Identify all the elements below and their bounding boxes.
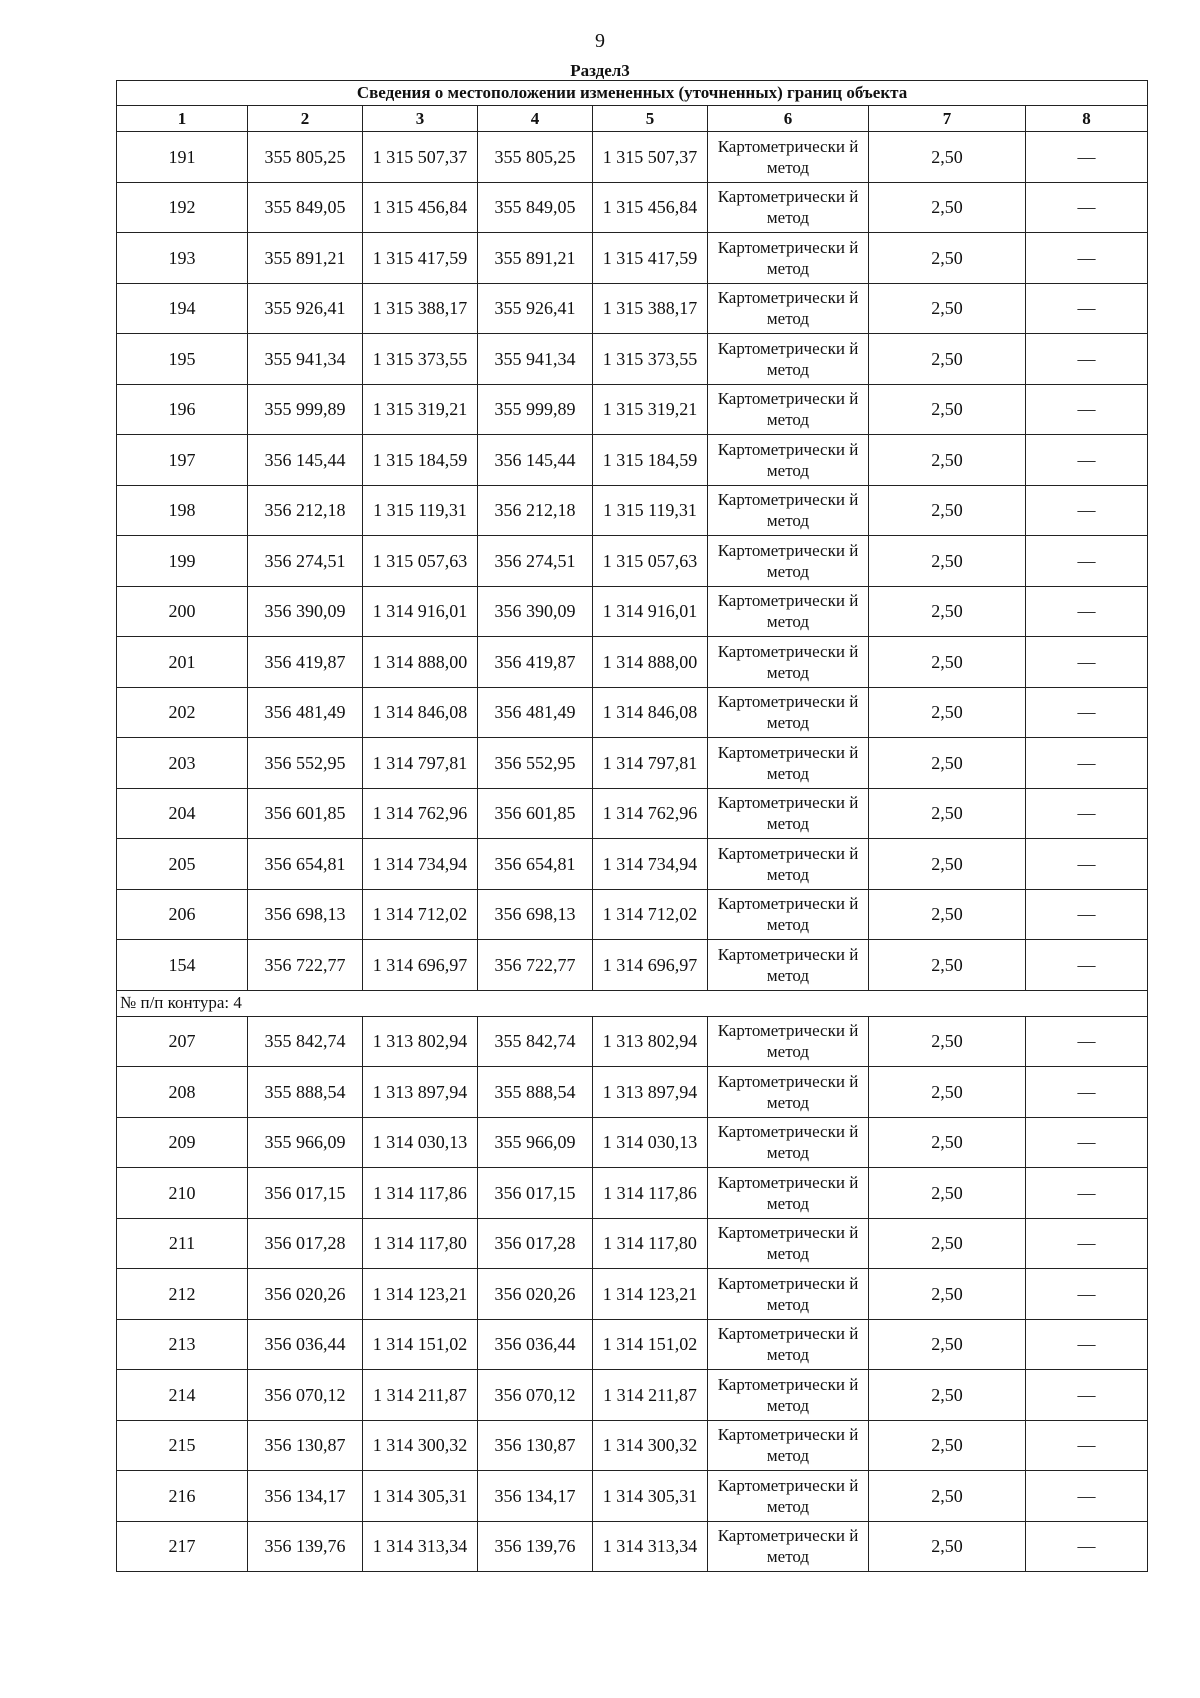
method-cell: Картометрически й метод: [708, 1269, 869, 1320]
accuracy-cell: 2,50: [869, 788, 1026, 839]
method-cell: Картометрически й метод: [708, 384, 869, 435]
table-row: [117, 839, 1148, 890]
x-existing-cell: 356 601,85: [248, 788, 363, 839]
y-existing-cell: 1 314 117,80: [363, 1218, 478, 1269]
y-existing-cell: 1 315 507,37: [363, 132, 478, 183]
x-existing-cell: 356 552,95: [248, 738, 363, 789]
description-cell: —: [1026, 485, 1148, 536]
table-row: [117, 637, 1148, 688]
method-cell: Картометрически й метод: [708, 1067, 869, 1118]
x-existing-cell: 356 722,77: [248, 940, 363, 991]
description-cell: —: [1026, 334, 1148, 385]
x-new-cell: 356 020,26: [478, 1269, 593, 1320]
x-existing-cell: 356 020,26: [248, 1269, 363, 1320]
method-cell: Картометрически й метод: [708, 1218, 869, 1269]
method-cell: Картометрически й метод: [708, 1420, 869, 1471]
description-cell: —: [1026, 1521, 1148, 1572]
y-existing-cell: 1 315 319,21: [363, 384, 478, 435]
column-number: 8: [1026, 106, 1148, 132]
accuracy-cell: 2,50: [869, 1067, 1026, 1118]
x-existing-cell: 356 145,44: [248, 435, 363, 486]
y-existing-cell: 1 313 897,94: [363, 1067, 478, 1118]
y-new-cell: 1 314 117,86: [593, 1168, 708, 1219]
method-cell: Картометрически й метод: [708, 586, 869, 637]
y-existing-cell: 1 314 762,96: [363, 788, 478, 839]
y-existing-cell: 1 314 916,01: [363, 586, 478, 637]
point-number-cell: 216: [117, 1471, 248, 1522]
column-number: 3: [363, 106, 478, 132]
method-cell: Картометрически й метод: [708, 738, 869, 789]
y-existing-cell: 1 314 211,87: [363, 1370, 478, 1421]
x-existing-cell: 356 130,87: [248, 1420, 363, 1471]
accuracy-cell: 2,50: [869, 1269, 1026, 1320]
y-new-cell: 1 315 057,63: [593, 536, 708, 587]
x-existing-cell: 355 999,89: [248, 384, 363, 435]
point-number-cell: 199: [117, 536, 248, 587]
x-existing-cell: 356 698,13: [248, 889, 363, 940]
method-cell: Картометрически й метод: [708, 1168, 869, 1219]
x-new-cell: 356 419,87: [478, 637, 593, 688]
x-existing-cell: 356 654,81: [248, 839, 363, 890]
point-number-cell: 194: [117, 283, 248, 334]
y-existing-cell: 1 314 846,08: [363, 687, 478, 738]
method-cell: Картометрически й метод: [708, 1471, 869, 1522]
method-cell: Картометрически й метод: [708, 334, 869, 385]
y-existing-cell: 1 315 373,55: [363, 334, 478, 385]
x-existing-cell: 356 017,28: [248, 1218, 363, 1269]
x-new-cell: 355 891,21: [478, 233, 593, 284]
table-row: [117, 1168, 1148, 1219]
description-cell: —: [1026, 283, 1148, 334]
table-row: [117, 1420, 1148, 1471]
accuracy-cell: 2,50: [869, 1218, 1026, 1269]
accuracy-cell: 2,50: [869, 839, 1026, 890]
point-number-cell: 196: [117, 384, 248, 435]
table-row: [117, 536, 1148, 587]
y-new-cell: 1 315 456,84: [593, 182, 708, 233]
y-new-cell: 1 313 802,94: [593, 1016, 708, 1067]
description-cell: —: [1026, 738, 1148, 789]
point-number-cell: 203: [117, 738, 248, 789]
y-new-cell: 1 315 119,31: [593, 485, 708, 536]
description-cell: —: [1026, 637, 1148, 688]
method-cell: Картометрически й метод: [708, 940, 869, 991]
x-new-cell: 355 966,09: [478, 1117, 593, 1168]
description-cell: —: [1026, 435, 1148, 486]
point-number-cell: 213: [117, 1319, 248, 1370]
y-existing-cell: 1 314 313,34: [363, 1521, 478, 1572]
x-existing-cell: 355 842,74: [248, 1016, 363, 1067]
y-existing-cell: 1 315 388,17: [363, 283, 478, 334]
accuracy-cell: 2,50: [869, 1016, 1026, 1067]
y-new-cell: 1 315 417,59: [593, 233, 708, 284]
point-number-cell: 209: [117, 1117, 248, 1168]
table-row: [117, 435, 1148, 486]
y-existing-cell: 1 315 417,59: [363, 233, 478, 284]
description-cell: —: [1026, 1067, 1148, 1118]
description-cell: —: [1026, 1117, 1148, 1168]
description-cell: —: [1026, 384, 1148, 435]
accuracy-cell: 2,50: [869, 132, 1026, 183]
y-existing-cell: 1 315 119,31: [363, 485, 478, 536]
y-new-cell: 1 315 373,55: [593, 334, 708, 385]
point-number-cell: 205: [117, 839, 248, 890]
column-number-row: [117, 106, 1148, 132]
table-row: [117, 687, 1148, 738]
x-existing-cell: 355 941,34: [248, 334, 363, 385]
description-cell: —: [1026, 687, 1148, 738]
accuracy-cell: 2,50: [869, 1521, 1026, 1572]
y-new-cell: 1 314 305,31: [593, 1471, 708, 1522]
x-new-cell: 356 070,12: [478, 1370, 593, 1421]
x-new-cell: 356 722,77: [478, 940, 593, 991]
y-new-cell: 1 314 313,34: [593, 1521, 708, 1572]
x-new-cell: 356 212,18: [478, 485, 593, 536]
x-existing-cell: 355 891,21: [248, 233, 363, 284]
point-number-cell: 200: [117, 586, 248, 637]
x-new-cell: 355 926,41: [478, 283, 593, 334]
description-cell: —: [1026, 1420, 1148, 1471]
description-cell: —: [1026, 889, 1148, 940]
table-row: [117, 334, 1148, 385]
x-existing-cell: 355 966,09: [248, 1117, 363, 1168]
x-new-cell: 356 274,51: [478, 536, 593, 587]
point-number-cell: 208: [117, 1067, 248, 1118]
description-cell: —: [1026, 1471, 1148, 1522]
accuracy-cell: 2,50: [869, 334, 1026, 385]
accuracy-cell: 2,50: [869, 1370, 1026, 1421]
description-cell: —: [1026, 1016, 1148, 1067]
y-new-cell: 1 313 897,94: [593, 1067, 708, 1118]
point-number-cell: 211: [117, 1218, 248, 1269]
x-existing-cell: 356 419,87: [248, 637, 363, 688]
table-row: [117, 586, 1148, 637]
method-cell: Картометрически й метод: [708, 435, 869, 486]
table-row: [117, 384, 1148, 435]
table-row: [117, 132, 1148, 183]
table-row: [117, 1521, 1148, 1572]
table-row: [117, 1117, 1148, 1168]
column-number: 5: [593, 106, 708, 132]
y-new-cell: 1 314 696,97: [593, 940, 708, 991]
y-new-cell: 1 314 762,96: [593, 788, 708, 839]
table-row: [117, 1218, 1148, 1269]
method-cell: Картометрически й метод: [708, 1319, 869, 1370]
accuracy-cell: 2,50: [869, 1117, 1026, 1168]
x-existing-cell: 356 036,44: [248, 1319, 363, 1370]
y-existing-cell: 1 314 300,32: [363, 1420, 478, 1471]
method-cell: Картометрически й метод: [708, 637, 869, 688]
accuracy-cell: 2,50: [869, 1168, 1026, 1219]
method-cell: Картометрически й метод: [708, 233, 869, 284]
description-cell: —: [1026, 586, 1148, 637]
table-caption: Сведения о местоположении измененных (уточненных) границ объекта: [117, 81, 1148, 106]
y-new-cell: 1 314 211,87: [593, 1370, 708, 1421]
x-existing-cell: 356 017,15: [248, 1168, 363, 1219]
y-new-cell: 1 314 117,80: [593, 1218, 708, 1269]
y-existing-cell: 1 314 151,02: [363, 1319, 478, 1370]
y-existing-cell: 1 314 123,21: [363, 1269, 478, 1320]
x-new-cell: 356 134,17: [478, 1471, 593, 1522]
x-existing-cell: 356 390,09: [248, 586, 363, 637]
x-new-cell: 356 601,85: [478, 788, 593, 839]
description-cell: —: [1026, 1319, 1148, 1370]
x-existing-cell: 356 481,49: [248, 687, 363, 738]
accuracy-cell: 2,50: [869, 384, 1026, 435]
y-new-cell: 1 315 388,17: [593, 283, 708, 334]
point-number-cell: 192: [117, 182, 248, 233]
method-cell: Картометрически й метод: [708, 132, 869, 183]
column-number: 7: [869, 106, 1026, 132]
table-row: [117, 1016, 1148, 1067]
table-row: [117, 1319, 1148, 1370]
y-existing-cell: 1 315 184,59: [363, 435, 478, 486]
x-new-cell: 355 805,25: [478, 132, 593, 183]
x-new-cell: 355 842,74: [478, 1016, 593, 1067]
y-new-cell: 1 314 888,00: [593, 637, 708, 688]
accuracy-cell: 2,50: [869, 738, 1026, 789]
description-cell: —: [1026, 536, 1148, 587]
y-new-cell: 1 314 712,02: [593, 889, 708, 940]
y-existing-cell: 1 314 696,97: [363, 940, 478, 991]
section-title: Раздел3: [570, 61, 630, 80]
table-row: [117, 1370, 1148, 1421]
y-new-cell: 1 314 797,81: [593, 738, 708, 789]
method-cell: Картометрически й метод: [708, 889, 869, 940]
x-new-cell: 355 941,34: [478, 334, 593, 385]
accuracy-cell: 2,50: [869, 536, 1026, 587]
x-new-cell: 356 139,76: [478, 1521, 593, 1572]
x-new-cell: 356 036,44: [478, 1319, 593, 1370]
accuracy-cell: 2,50: [869, 687, 1026, 738]
x-existing-cell: 355 849,05: [248, 182, 363, 233]
y-new-cell: 1 315 319,21: [593, 384, 708, 435]
table-row: [117, 182, 1148, 233]
x-existing-cell: 356 134,17: [248, 1471, 363, 1522]
point-number-cell: 217: [117, 1521, 248, 1572]
accuracy-cell: 2,50: [869, 1420, 1026, 1471]
x-existing-cell: 355 888,54: [248, 1067, 363, 1118]
x-existing-cell: 356 212,18: [248, 485, 363, 536]
accuracy-cell: 2,50: [869, 233, 1026, 284]
x-new-cell: 356 017,28: [478, 1218, 593, 1269]
x-new-cell: 355 999,89: [478, 384, 593, 435]
description-cell: —: [1026, 940, 1148, 991]
accuracy-cell: 2,50: [869, 435, 1026, 486]
page-number: 9: [595, 30, 605, 52]
point-number-cell: 191: [117, 132, 248, 183]
accuracy-cell: 2,50: [869, 182, 1026, 233]
x-existing-cell: 356 070,12: [248, 1370, 363, 1421]
method-cell: Картометрически й метод: [708, 283, 869, 334]
point-number-cell: 204: [117, 788, 248, 839]
y-new-cell: 1 314 916,01: [593, 586, 708, 637]
point-number-cell: 154: [117, 940, 248, 991]
boundary-coordinates-table: [116, 80, 1148, 1572]
y-new-cell: 1 314 123,21: [593, 1269, 708, 1320]
description-cell: —: [1026, 1218, 1148, 1269]
description-cell: —: [1026, 1168, 1148, 1219]
x-new-cell: 356 481,49: [478, 687, 593, 738]
table-row: [117, 788, 1148, 839]
x-new-cell: 356 698,13: [478, 889, 593, 940]
table-row: [117, 1067, 1148, 1118]
point-number-cell: 198: [117, 485, 248, 536]
x-new-cell: 356 654,81: [478, 839, 593, 890]
y-new-cell: 1 315 507,37: [593, 132, 708, 183]
x-existing-cell: 356 139,76: [248, 1521, 363, 1572]
point-number-cell: 195: [117, 334, 248, 385]
y-existing-cell: 1 314 305,31: [363, 1471, 478, 1522]
x-new-cell: 355 849,05: [478, 182, 593, 233]
table-row: [117, 1269, 1148, 1320]
table-row: [117, 485, 1148, 536]
table-caption-row: [117, 81, 1148, 106]
description-cell: —: [1026, 132, 1148, 183]
table-row: [117, 233, 1148, 284]
accuracy-cell: 2,50: [869, 1471, 1026, 1522]
y-new-cell: 1 314 300,32: [593, 1420, 708, 1471]
y-new-cell: 1 315 184,59: [593, 435, 708, 486]
x-new-cell: 356 552,95: [478, 738, 593, 789]
x-new-cell: 356 390,09: [478, 586, 593, 637]
x-new-cell: 356 017,15: [478, 1168, 593, 1219]
accuracy-cell: 2,50: [869, 586, 1026, 637]
point-number-cell: 206: [117, 889, 248, 940]
table-row: [117, 940, 1148, 991]
y-new-cell: 1 314 846,08: [593, 687, 708, 738]
method-cell: Картометрически й метод: [708, 1370, 869, 1421]
y-existing-cell: 1 315 057,63: [363, 536, 478, 587]
contour-label-row: [117, 990, 1148, 1016]
x-new-cell: 355 888,54: [478, 1067, 593, 1118]
column-number: 1: [117, 106, 248, 132]
description-cell: —: [1026, 1370, 1148, 1421]
point-number-cell: 201: [117, 637, 248, 688]
x-existing-cell: 356 274,51: [248, 536, 363, 587]
x-existing-cell: 355 926,41: [248, 283, 363, 334]
description-cell: —: [1026, 182, 1148, 233]
description-cell: —: [1026, 839, 1148, 890]
point-number-cell: 193: [117, 233, 248, 284]
point-number-cell: 215: [117, 1420, 248, 1471]
accuracy-cell: 2,50: [869, 485, 1026, 536]
y-new-cell: 1 314 734,94: [593, 839, 708, 890]
method-cell: Картометрически й метод: [708, 485, 869, 536]
method-cell: Картометрически й метод: [708, 788, 869, 839]
table-row: [117, 738, 1148, 789]
method-cell: Картометрически й метод: [708, 839, 869, 890]
description-cell: —: [1026, 233, 1148, 284]
description-cell: —: [1026, 788, 1148, 839]
point-number-cell: 212: [117, 1269, 248, 1320]
contour-label: № п/п контура: 4: [117, 990, 1148, 1016]
y-existing-cell: 1 315 456,84: [363, 182, 478, 233]
method-cell: Картометрически й метод: [708, 1016, 869, 1067]
y-existing-cell: 1 314 712,02: [363, 889, 478, 940]
y-existing-cell: 1 314 030,13: [363, 1117, 478, 1168]
y-existing-cell: 1 314 117,86: [363, 1168, 478, 1219]
method-cell: Картометрически й метод: [708, 1117, 869, 1168]
y-existing-cell: 1 314 734,94: [363, 839, 478, 890]
x-new-cell: 356 130,87: [478, 1420, 593, 1471]
point-number-cell: 207: [117, 1016, 248, 1067]
method-cell: Картометрически й метод: [708, 1521, 869, 1572]
y-new-cell: 1 314 151,02: [593, 1319, 708, 1370]
accuracy-cell: 2,50: [869, 1319, 1026, 1370]
column-number: 2: [248, 106, 363, 132]
method-cell: Картометрически й метод: [708, 536, 869, 587]
point-number-cell: 210: [117, 1168, 248, 1219]
y-new-cell: 1 314 030,13: [593, 1117, 708, 1168]
table-row: [117, 1471, 1148, 1522]
accuracy-cell: 2,50: [869, 889, 1026, 940]
point-number-cell: 202: [117, 687, 248, 738]
y-existing-cell: 1 314 797,81: [363, 738, 478, 789]
column-number: 6: [708, 106, 869, 132]
x-existing-cell: 355 805,25: [248, 132, 363, 183]
x-new-cell: 356 145,44: [478, 435, 593, 486]
accuracy-cell: 2,50: [869, 283, 1026, 334]
table-row: [117, 283, 1148, 334]
method-cell: Картометрически й метод: [708, 687, 869, 738]
table-row: [117, 889, 1148, 940]
description-cell: —: [1026, 1269, 1148, 1320]
y-existing-cell: 1 314 888,00: [363, 637, 478, 688]
accuracy-cell: 2,50: [869, 637, 1026, 688]
method-cell: Картометрически й метод: [708, 182, 869, 233]
point-number-cell: 214: [117, 1370, 248, 1421]
point-number-cell: 197: [117, 435, 248, 486]
accuracy-cell: 2,50: [869, 940, 1026, 991]
column-number: 4: [478, 106, 593, 132]
y-existing-cell: 1 313 802,94: [363, 1016, 478, 1067]
